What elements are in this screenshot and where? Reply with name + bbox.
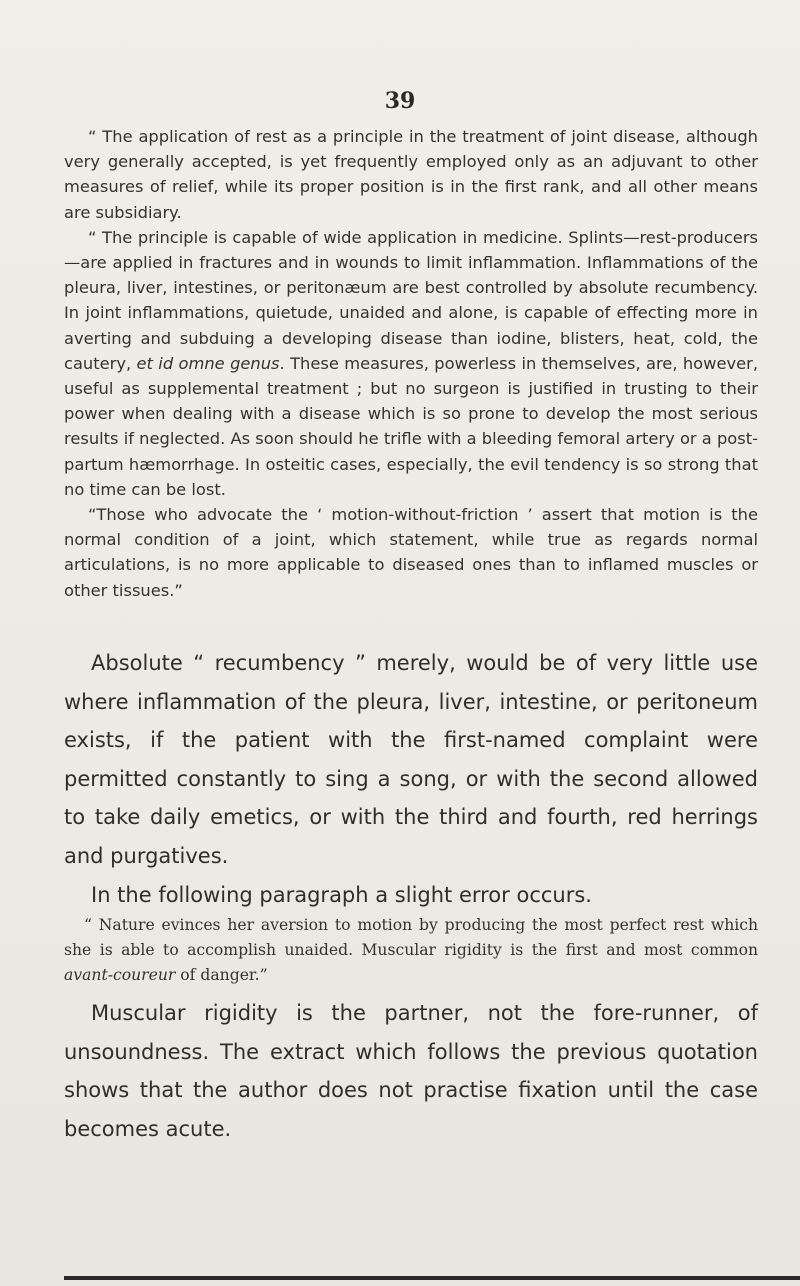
quote-nature-rest: of danger.”	[175, 966, 268, 984]
latin-phrase: et id omne genus	[136, 353, 280, 373]
quote-paragraph-2-text: “ The principle is capable of wide application in medicine. Splints—rest-producers—are applied in fractures and in wounds to limit inflammation. Inflammations of the pleura, liver, intestines, or peritonæum are best controlled by absolute recumbency. In joint inflammations, quietude, unaided and alone, is capable of effecting more in averting and subduing a developing disease than iodine, blisters, heat, cold, the cautery,	[64, 227, 758, 373]
avant-coureur-phrase: avant-coureur	[64, 966, 176, 984]
page-edge-rule	[64, 1276, 800, 1280]
commentary-paragraph-3: Muscular rigidity is the partner, not the fore-runner, of unsoundness. The extract which follows the previous quotation shows that the author does not practise fixation until the case becomes acute.	[64, 1001, 758, 1141]
quotation-block-1	[64, 124, 758, 603]
commentary-paragraph-2: In the following paragraph a slight error occurs.	[91, 882, 592, 907]
commentary-block-1	[64, 644, 758, 914]
quote-paragraph-2-rest: . These measures, powerless in themselves, are, however, useful as supplemental treatment ; but no surgeon is justified in trusting to their power when dealing with a disease which is so prone to develop the most serious results if neglected. As soon should he trifle with a bleeding femoral artery or a post-partum hæmorrhage. In osteitic cases, especially, the evil tendency is so strong that no time can be lost.	[64, 353, 758, 499]
quote-paragraph-2	[64, 225, 758, 502]
quotation-block-2	[64, 913, 758, 988]
commentary-block-2	[64, 994, 758, 1148]
quote-paragraph-3: “Those who advocate the ‘ motion-without-friction ’ assert that motion is the normal condition of a joint, which statement, while true as regards normal articulations, is no more applicable to diseased ones than to inflamed muscles or other tissues.”	[64, 505, 758, 600]
quote-nature-paragraph	[64, 913, 758, 988]
commentary-paragraph-1: Absolute “ recumbency ” merely, would be of very little use where inflammation of the pleura, liver, intestine, or peritoneum exists, if the patient with the first-named complaint were permitted constantly to sing a song, or with the second allowed to take daily emetics, or with the third and fourth, red herrings and purgatives.	[64, 651, 758, 868]
quote-nature-text: “ Nature evinces her aversion to motion by producing the most perfect rest which she is able to accomplish unaided. Muscular rigidity is the first and most common	[64, 916, 758, 959]
quote-paragraph-1: “ The application of rest as a principle in the treatment of joint disease, although very generally accepted, is yet frequently employed only as an adjuvant to other measures of relief, while its proper position is in the first rank, and all other means are subsidiary.	[64, 127, 758, 222]
page-number: 39	[384, 88, 416, 114]
